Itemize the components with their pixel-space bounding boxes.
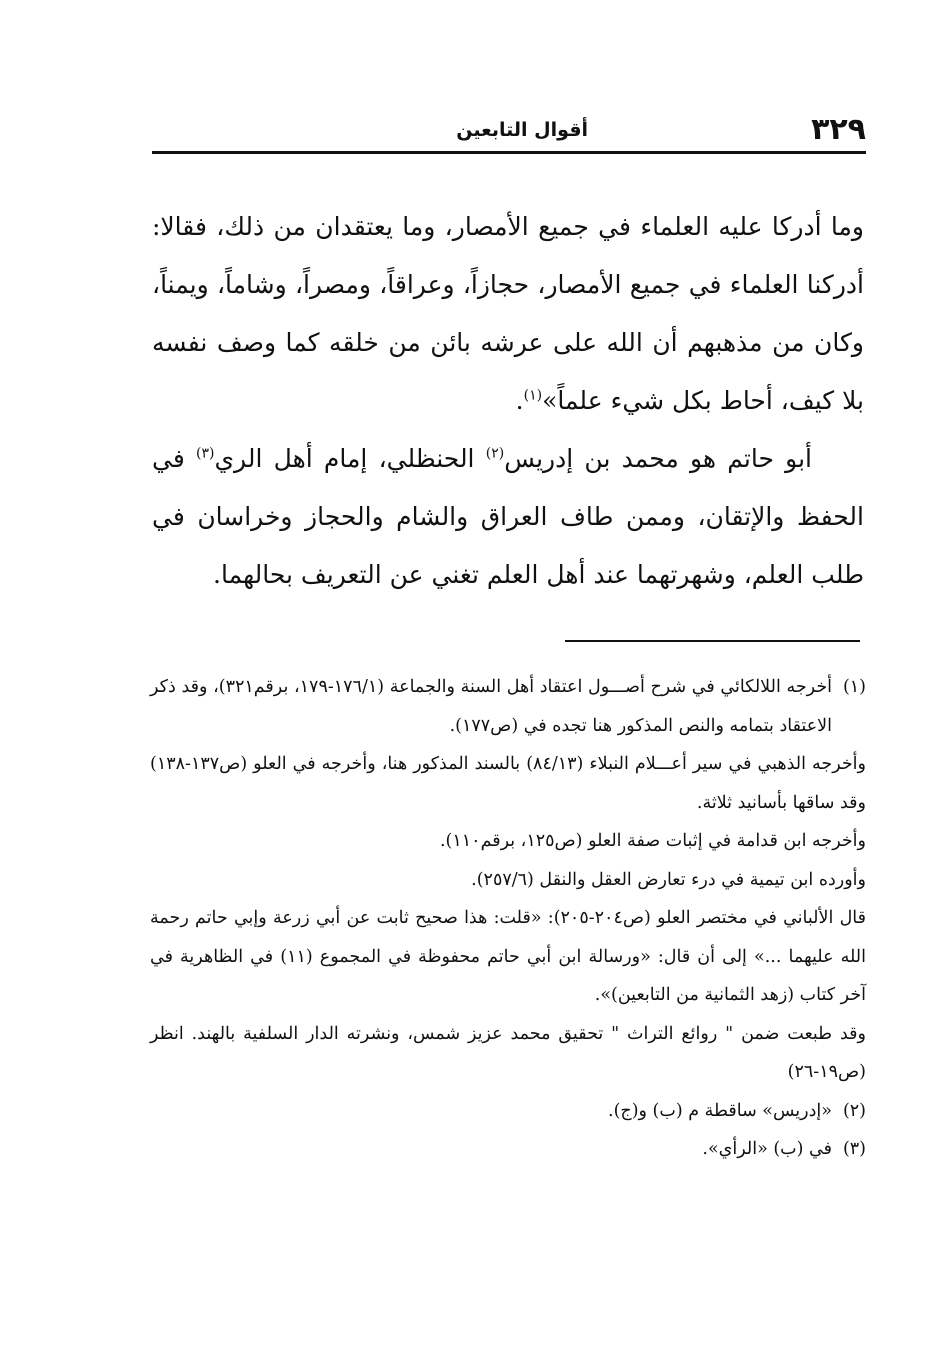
page-header — [152, 110, 866, 154]
footnote-1 — [150, 668, 866, 745]
footnote-1-continuation-4: قال الألباني في مختصر العلو (ص٢٠٤-٢٠٥): «قلت: هذا صحيح ثابت عن أبي زرعة وإبي حاتم رحمة الله عليهما ...» إلى أن قال: «ورسالة ابن أبي حاتم محفوظة في المجموع (١١) في الظاهرية في آخر كتاب (زهد الثمانية من التابعين)». — [150, 908, 866, 1005]
footnote-3-text: في (ب) «الرأي». — [702, 1139, 832, 1159]
footnote-ref-1[interactable]: (١) — [523, 387, 543, 404]
footnote-1-continuation-1: وأخرجه الذهبي في سير أعـــلام النبلاء (٨٤/١٣) بالسند المذكور هنا، وأخرجه في العلو (ص١٣٧-١٣٨) وقد ساقها بأسانيد ثلاثة. — [150, 754, 866, 813]
footnote-1-continuation-5: وقد طبعت ضمن " روائع التراث " تحقيق محمد عزيز شمس، ونشرته الدار السلفية بالهند. انظر (ص١٩-٢٦) — [150, 1023, 866, 1082]
footnote-3-number: (٣) — [842, 1139, 866, 1159]
paragraph-2 — [152, 430, 864, 604]
footnote-ref-3[interactable]: (٣) — [196, 445, 215, 462]
footnote-1-number: (١) — [842, 677, 866, 697]
page-number: ٣٢٩ — [811, 112, 866, 147]
footnote-1-text: أخرجه اللالكائي في شرح أصـــول اعتقاد أهل السنة والجماعة (١٧٦/١-١٧٩، برقم٣٢١)، وقد ذكر الاعتقاد بتمامه والنص المذكور هنا تجده في (ص١٧٧). — [150, 677, 832, 736]
header-rule — [152, 151, 866, 154]
footnote-3 — [150, 1130, 866, 1169]
footnote-2 — [150, 1092, 866, 1131]
footnote-2-text: «إدريس» ساقطة م (ب) و(ج). — [608, 1100, 832, 1121]
footnotes — [150, 668, 866, 1169]
footnote-ref-2[interactable]: (٢) — [485, 445, 505, 462]
footnote-1-continuation-2: وأخرجه ابن قدامة في إثبات صفة العلو (ص١٢٥، برقم١١٠). — [439, 831, 866, 851]
paragraph-2-part-1: أبو حاتم هو محمد بن إدريس — [504, 444, 812, 473]
paragraph-2-part-3: في الحفظ والإتقان، وممن طاف العراق والشام والحجاز وخراسان في طلب العلم، وشهرتهما عند أهل العلم تغني عن التعريف بحالهما. — [152, 444, 864, 589]
paragraph-1-text: وما أدركا عليه العلماء في جميع الأمصار، وما يعتقدان من ذلك، فقالا: أدركنا العلماء في جميع الأمصار، حجازاً، وعراقاً، ومصراً، وشاماً، ويمناً، وكان من مذهبهم أن الله على عرشه بائن من خلقه كما وصف نفسه بلا كيف، أحاط بكل شيء علماً» — [152, 212, 864, 415]
paragraph-1 — [152, 198, 864, 430]
running-title: أقوال التابعين — [456, 119, 589, 141]
footnote-2-number: (٢) — [842, 1100, 866, 1121]
main-text — [152, 198, 864, 604]
footnote-separator — [565, 640, 860, 642]
paragraph-2-part-2: الحنظلي، إمام أهل الري — [214, 444, 486, 473]
paragraph-1-tail: . — [515, 386, 524, 415]
footnote-1-continuation-3: وأورده ابن تيمية في درء تعارض العقل والنقل (٢٥٧/٦). — [471, 869, 866, 890]
